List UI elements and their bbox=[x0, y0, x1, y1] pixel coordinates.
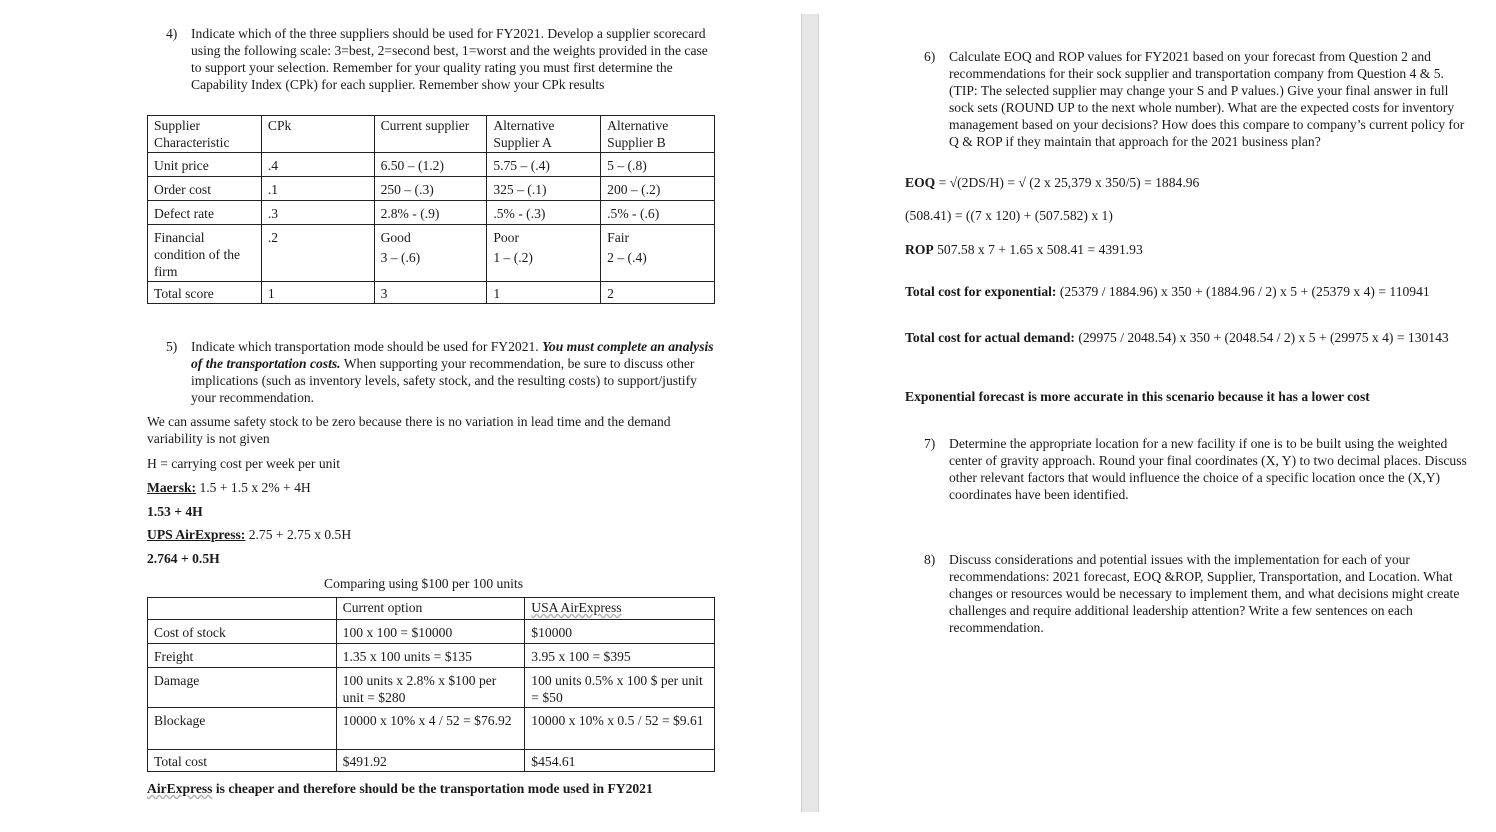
page-divider bbox=[801, 14, 819, 812]
table-cell: Defect rate bbox=[148, 201, 262, 225]
table-row bbox=[148, 225, 715, 282]
actual-cost-label: Total cost for actual demand: bbox=[905, 330, 1075, 345]
question-6-number: 6) bbox=[924, 49, 936, 64]
table-cell: Blockage bbox=[148, 708, 337, 750]
table-cell: $454.61 bbox=[525, 750, 715, 772]
question-4-text: Indicate which of the three suppliers should be used for FY2021. Develop a supplier scorecard using the following scale: 3=best, 2=second best, 1=worst and the weights provided in the case to support your selection. Remember for your quality rating you must first determine the Capability Index (CPk) for each supplier. Remember show your CPk results bbox=[191, 26, 708, 92]
forecast-conclusion: Exponential forecast is more accurate in this scenario because it has a lower cost bbox=[905, 389, 1370, 404]
exp-cost-line bbox=[905, 283, 1430, 300]
table-cell bbox=[374, 225, 487, 282]
cell-score: 1 – (.2) bbox=[493, 250, 533, 265]
conclusion-rest: is cheaper and therefore should be the transportation mode used in FY2021 bbox=[212, 781, 653, 796]
table-cell: 325 – (.1) bbox=[487, 177, 601, 201]
table-cell: 2.8% - (.9) bbox=[374, 201, 487, 225]
maersk-result-text: 1.53 + 4H bbox=[147, 504, 203, 519]
table-cell: 100 units 0.5% x 100 $ per unit = $50 bbox=[525, 668, 715, 708]
header-cell: Current option bbox=[336, 598, 525, 620]
table-cell: 250 – (.3) bbox=[374, 177, 487, 201]
cell-rating: Good bbox=[380, 230, 411, 245]
question-7-text: Determine the appropriate location for a new facility if one is to be built using the weighted center of gravity approach. Round your final coordinates (X, Y) to two decimal places. Discuss other relevant factors that would influence the choice of a specific location once the (X,Y) coordinates have been identified. bbox=[949, 436, 1467, 502]
exp-cost-label: Total cost for exponential: bbox=[905, 284, 1057, 299]
rop-label: ROP bbox=[905, 242, 934, 257]
header-cell: Current supplier bbox=[374, 116, 487, 153]
table-cell: 6.50 – (1.2) bbox=[374, 153, 487, 177]
table-row bbox=[148, 620, 715, 644]
table-cell: 2 bbox=[601, 282, 715, 304]
table-row bbox=[148, 644, 715, 668]
question-8-text: Discuss considerations and potential issues with the implementation for each of your recommendations: 2021 forecast, EOQ &ROP, Supplier, Transportation, and Location. What changes or resources would be necessary to implement them, and what decisions might create challenges and require additional leadership attention? Write a few sentences on each recommendation. bbox=[949, 552, 1460, 635]
question-6-text: Calculate EOQ and ROP values for FY2021 based on your forecast from Question 2 and recommendations for their sock supplier and transportation company from Question 4 & 5. (TIP: The selected supplier may change your S and P values.) Give your final answer in full sock sets (ROUND UP to the next whole number). What are the expected costs for inventory management based on your decisions? How does this compare to company’s current policy for Q & ROP if they maintain that approach for the 2021 business plan? bbox=[949, 49, 1465, 149]
question-5-number: 5) bbox=[166, 339, 178, 354]
actual-cost-formula: (29975 / 2048.54) x 350 + (2048.54 / 2) x 5 + (29975 x 4) = 130143 bbox=[1074, 330, 1449, 345]
question-8 bbox=[924, 551, 1469, 636]
eoq-label: EOQ bbox=[905, 175, 936, 190]
question-5-emphasis: You must complete an analysis of the transportation costs. bbox=[191, 339, 714, 371]
table-cell: 100 x 100 = $10000 bbox=[336, 620, 525, 644]
table-cell: 5 – (.8) bbox=[601, 153, 715, 177]
table-cell: .3 bbox=[261, 201, 374, 225]
question-6 bbox=[924, 48, 1469, 150]
table-cell: 10000 x 10% x 4 / 52 = $76.92 bbox=[336, 708, 525, 750]
exp-cost-formula: (25379 / 1884.96) x 350 + (1884.96 / 2) x 5 + (25379 x 4) = 110941 bbox=[1056, 284, 1430, 299]
table-cell: .2 bbox=[261, 225, 374, 282]
question-7 bbox=[924, 435, 1474, 503]
table-cell: 100 units x 2.8% x $100 per unit = $280 bbox=[336, 668, 525, 708]
safety-stock-line: (508.41) = ((7 x 120) + (507.582) x 1) bbox=[905, 208, 1113, 223]
table-cell: 5.75 – (.4) bbox=[487, 153, 601, 177]
table-cell: Damage bbox=[148, 668, 337, 708]
compare-title: Comparing using $100 per 100 units bbox=[324, 576, 523, 591]
table-cell: Freight bbox=[148, 644, 337, 668]
ups-line bbox=[147, 526, 351, 543]
safety-stock-note: We can assume safety stock to be zero because there is no variation in lead time and the demand variability is not given bbox=[147, 414, 671, 446]
question-7-number: 7) bbox=[924, 436, 936, 451]
transport-comparison-table bbox=[147, 597, 715, 772]
table-cell: Total cost bbox=[148, 750, 337, 772]
ups-result bbox=[147, 550, 220, 567]
table-row bbox=[148, 708, 715, 750]
cell-rating: Fair bbox=[607, 230, 630, 245]
maersk-label: Maersk: bbox=[147, 480, 197, 495]
transport-conclusion bbox=[147, 780, 653, 797]
table-row bbox=[148, 750, 715, 772]
eoq-line bbox=[905, 174, 1199, 191]
table-cell: 3 bbox=[374, 282, 487, 304]
question-4 bbox=[166, 25, 716, 93]
question-5-text bbox=[191, 338, 716, 406]
table-cell: 1 bbox=[261, 282, 374, 304]
table-cell: .1 bbox=[261, 177, 374, 201]
question-5-text-b: When supporting your recommendation, be sure to discuss other implications (such as inventory levels, safety stock, and the resulting costs) to support/justify your recommendation. bbox=[191, 356, 697, 405]
table-cell: .4 bbox=[261, 153, 374, 177]
table-cell: Financial condition of the firm bbox=[148, 225, 262, 282]
table-cell: 3.95 x 100 = $395 bbox=[525, 644, 715, 668]
maersk-result bbox=[147, 503, 203, 520]
header-cell bbox=[148, 598, 337, 620]
cell-score: 2 – (.4) bbox=[607, 250, 647, 265]
question-5 bbox=[166, 338, 716, 406]
rop-formula: 507.58 x 7 + 1.65 x 508.41 = 4391.93 bbox=[933, 242, 1143, 257]
conclusion-word: AirExpress bbox=[147, 781, 213, 796]
ups-label: UPS AirExpress: bbox=[147, 527, 246, 542]
table-cell: .5% - (.3) bbox=[487, 201, 601, 225]
actual-cost-line bbox=[905, 329, 1475, 346]
ups-result-text: 2.764 + 0.5H bbox=[147, 551, 220, 566]
table-cell bbox=[487, 225, 601, 282]
table-cell: .5% - (.6) bbox=[601, 201, 715, 225]
table-cell: $10000 bbox=[525, 620, 715, 644]
table-row bbox=[148, 153, 715, 177]
table-cell: Unit price bbox=[148, 153, 262, 177]
table-header-row bbox=[148, 116, 715, 153]
header-cell: USA AirExpress bbox=[525, 598, 715, 620]
header-cell: CPk bbox=[261, 116, 374, 153]
header-cell: Alternative Supplier A bbox=[487, 116, 601, 153]
table-cell: Total score bbox=[148, 282, 262, 304]
question-4-number: 4) bbox=[166, 26, 178, 41]
table-row bbox=[148, 282, 715, 304]
question-5-text-a: Indicate which transportation mode should be used for FY2021. bbox=[191, 339, 543, 354]
table-row bbox=[148, 201, 715, 225]
cell-score: 3 – (.6) bbox=[380, 250, 421, 265]
maersk-formula: 1.5 + 1.5 x 2% + 4H bbox=[196, 480, 311, 495]
ups-formula: 2.75 + 2.75 x 0.5H bbox=[245, 527, 352, 542]
header-cell: Supplier Characteristic bbox=[148, 116, 262, 153]
question-8-number: 8) bbox=[924, 552, 936, 567]
table-cell: Cost of stock bbox=[148, 620, 337, 644]
table-cell: Order cost bbox=[148, 177, 262, 201]
table-cell: 1 bbox=[487, 282, 601, 304]
maersk-line bbox=[147, 479, 311, 496]
table-cell bbox=[601, 225, 715, 282]
header-cell: Alternative Supplier B bbox=[601, 116, 715, 153]
table-cell: 1.35 x 100 units = $135 bbox=[336, 644, 525, 668]
table-row bbox=[148, 668, 715, 708]
table-header-row bbox=[148, 598, 715, 620]
eoq-formula: = √(2DS/H) = √ (2 x 25,379 x 350/5) = 1884.96 bbox=[935, 175, 1200, 190]
h-definition: H = carrying cost per week per unit bbox=[147, 456, 341, 471]
supplier-scorecard-table bbox=[147, 115, 715, 304]
table-cell: 200 – (.2) bbox=[601, 177, 715, 201]
cell-rating: Poor bbox=[493, 230, 519, 245]
table-cell: $491.92 bbox=[336, 750, 525, 772]
rop-line bbox=[905, 241, 1143, 258]
table-cell: 10000 x 10% x 0.5 / 52 = $9.61 bbox=[525, 708, 715, 750]
table-row bbox=[148, 177, 715, 201]
